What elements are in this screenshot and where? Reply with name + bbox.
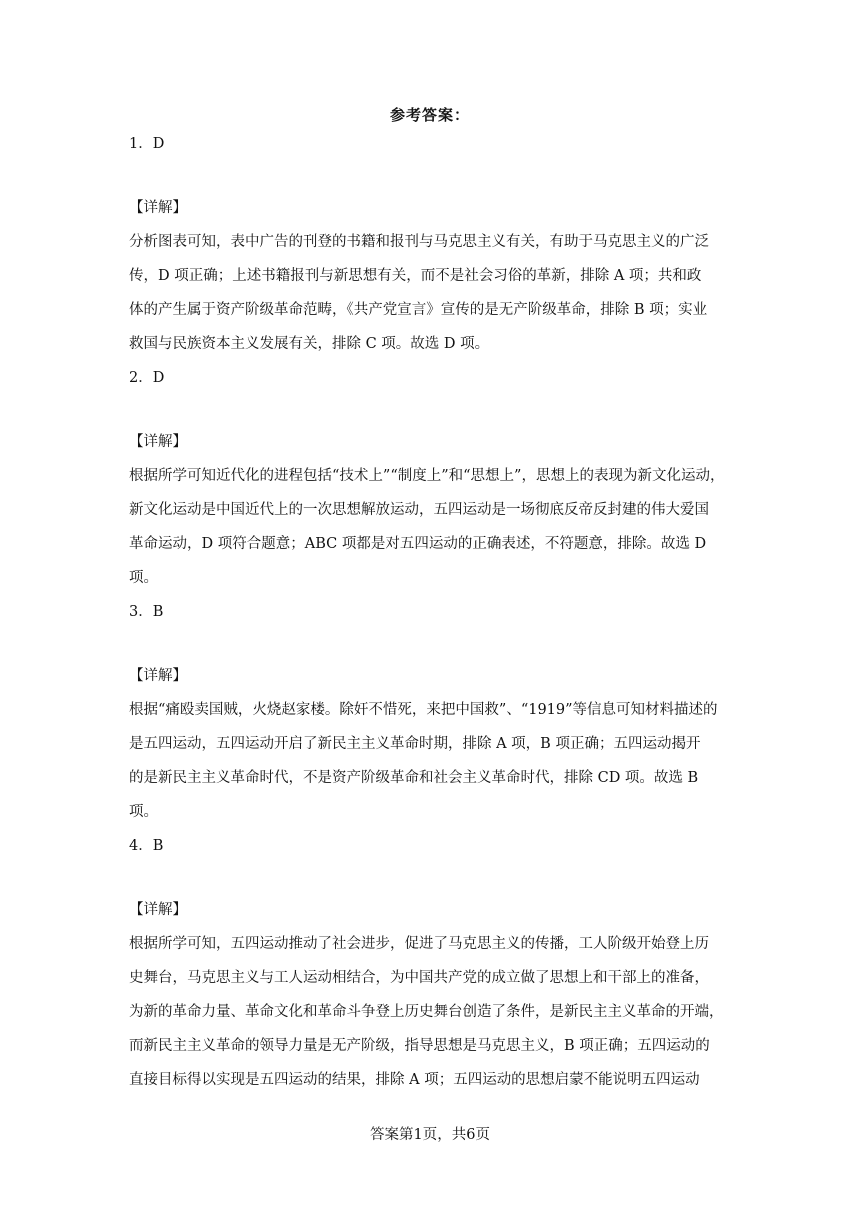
explanation-line: 项。 [129, 570, 158, 586]
answer-list [129, 131, 729, 1097]
explanation-line: 直接目标得以实现是五四运动的结果，排除 A 项；五四运动的思想启蒙不能说明五四运动 [129, 1072, 700, 1088]
explanation-line: 而新民主主义革命的领导力量是无产阶级，指导思想是马克思主义，B 项正确；五四运动的 [129, 1038, 710, 1054]
page-footer: 答案第1页，共6页 [370, 1127, 490, 1143]
explanation-line: 是五四运动，五四运动开启了新民主主义革命时期，排除 A 项，B 项正确；五四运动揭开 [129, 736, 701, 752]
explanation-4 [129, 927, 729, 1097]
explanation-line: 体的产生属于资产阶级革命范畴，《共产党宣言》宣传的是无产阶级革命，排除 B 项；实业 [129, 302, 708, 318]
answer-number-1: 1．D [129, 136, 165, 152]
explanation-line: 救国与民族资本主义发展有关，排除 C 项。故选 D 项。 [129, 336, 490, 352]
explanation-line: 为新的革命力量、革命文化和革命斗争登上历史舞台创造了条件，是新民主主义革命的开端， [129, 1004, 724, 1020]
explanation-3 [129, 693, 729, 829]
explanation-line: 新文化运动是中国近代上的一次思想解放运动，五四运动是一场彻底反帝反封建的伟大爱国 [129, 502, 709, 518]
explanation-line: 根据所学可知近代化的进程包括“技术上”“制度上”和“思想上”，思想上的表现为新文化运动， [129, 468, 725, 484]
explanation-line: 革命运动，D 项符合题意；ABC 项都是对五四运动的正确表述，不符题意，排除。故选 D [129, 536, 707, 552]
answer-number-3: 3．B [129, 604, 164, 620]
explanation-line: 根据所学可知，五四运动推动了社会进步，促进了马克思主义的传播，工人阶级开始登上历 [129, 936, 709, 952]
explanation-1 [129, 225, 729, 361]
explanation-2 [129, 459, 729, 595]
explanation-line: 分析图表可知，表中广告的刊登的书籍和报刊与马克思主义有关，有助于马克思主义的广泛 [129, 234, 709, 250]
detail-label-4: 【详解】 [129, 902, 187, 918]
explanation-line: 史舞台，马克思主义与工人运动相结合，为中国共产党的成立做了思想上和干部上的准备， [129, 970, 709, 986]
page-title: 参考答案： [389, 106, 470, 124]
answer-number-4: 4．B [129, 838, 164, 854]
explanation-line: 传，D 项正确；上述书籍报刊与新思想有关，而不是社会习俗的革新，排除 A 项；共和政 [129, 268, 702, 284]
detail-label-2: 【详解】 [129, 434, 187, 450]
explanation-line: 项。 [129, 804, 158, 820]
answer-number-2: 2．D [129, 370, 165, 386]
explanation-line: 根据“痛殴卖国贼，火烧赵家楼。除奸不惜死，来把中国救”、“1919”等信息可知材料描述的 [129, 702, 718, 718]
detail-label-1: 【详解】 [129, 200, 187, 216]
detail-label-3: 【详解】 [129, 668, 187, 684]
explanation-line: 的是新民主主义革命时代，不是资产阶级革命和社会主义革命时代，排除 CD 项。故选 B [129, 770, 699, 786]
